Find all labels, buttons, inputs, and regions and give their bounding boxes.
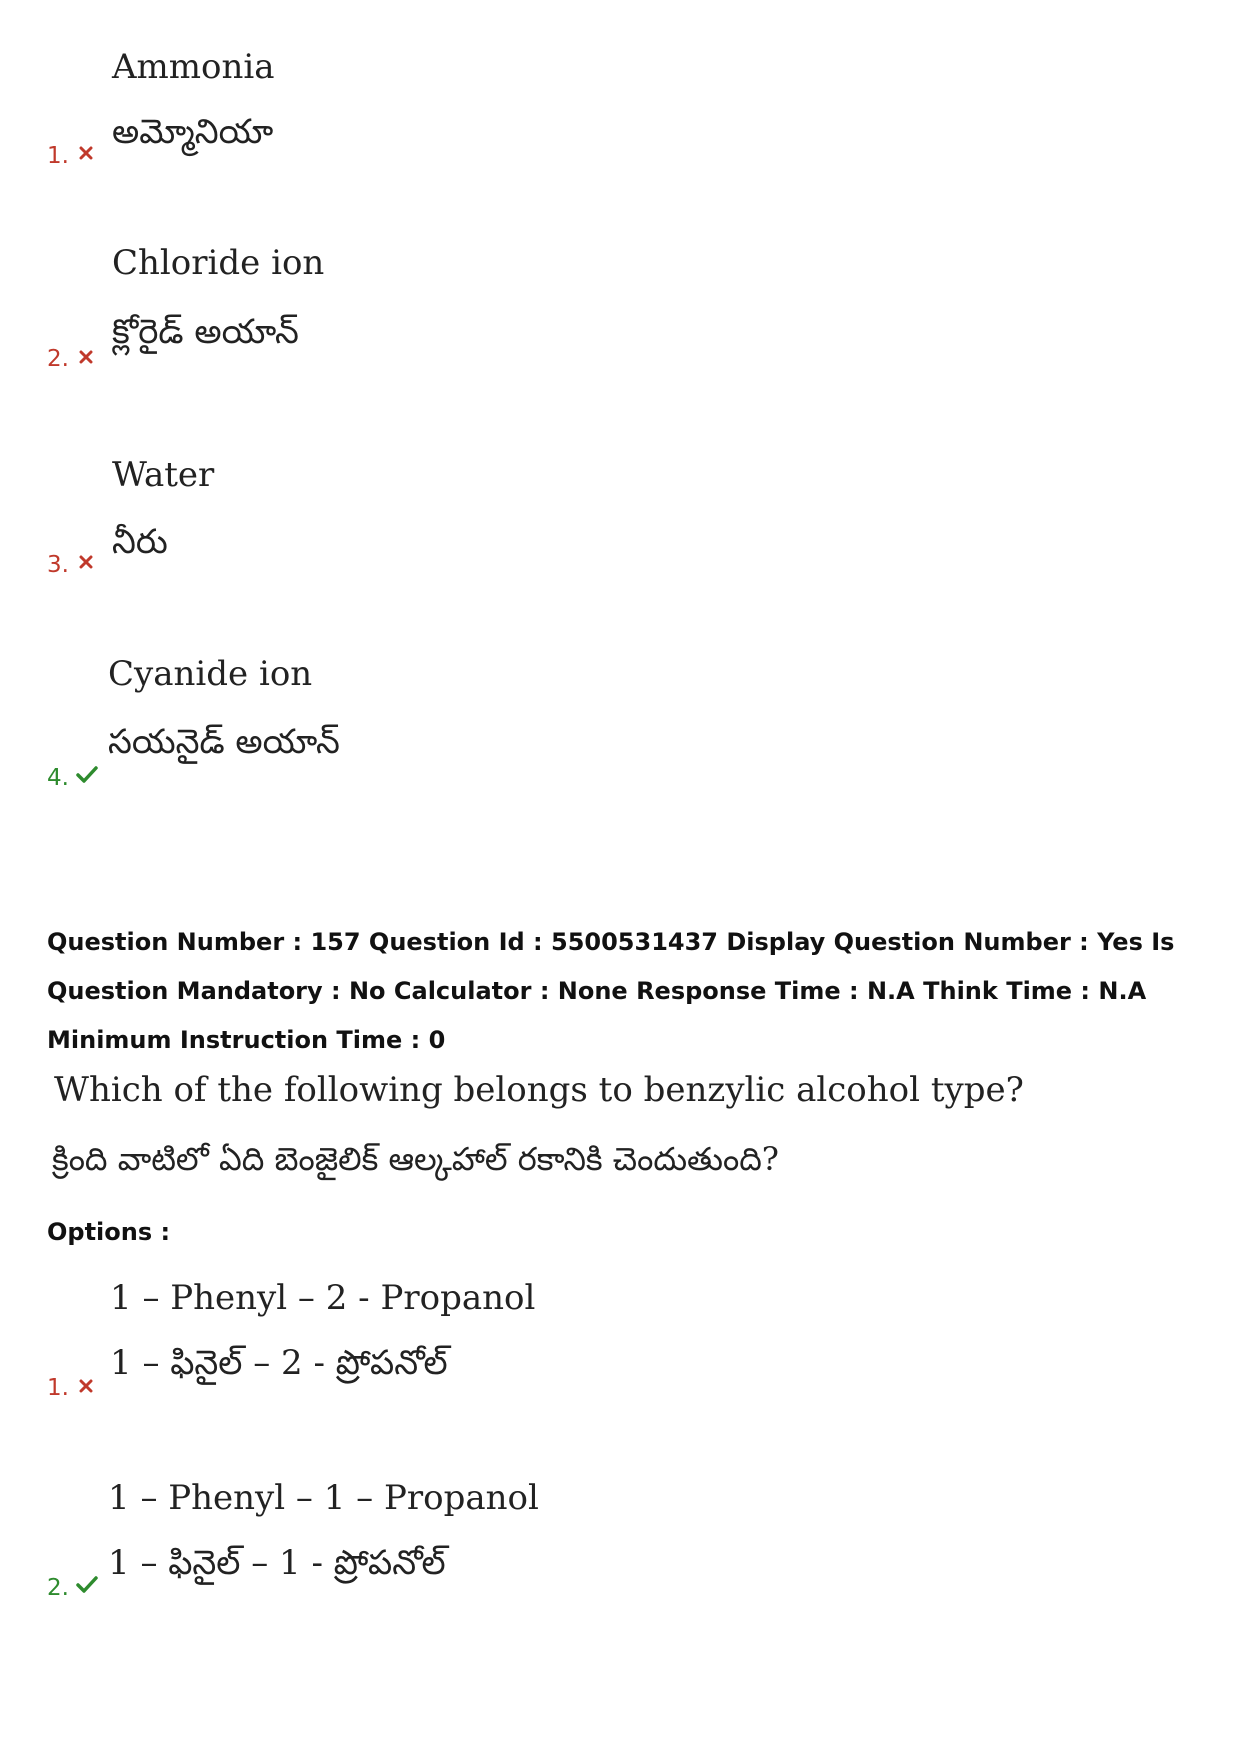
option-number: 2. [47, 1575, 69, 1601]
option-text-english: Ammonia [112, 47, 275, 87]
option-text-telugu: సయనైడ్ అయాన్ [108, 722, 340, 762]
check-icon [76, 1576, 98, 1594]
option-text-telugu: 1 – ఫినైల్ – 2 - ప్రోపనోల్ [110, 1343, 448, 1383]
option-text-telugu: నీరు [112, 522, 168, 562]
question-metadata: Question Number : 157 Question Id : 5500531437 Display Question Number : Yes Is Question Mandatory : No Calculator : None Response Time : N.A Think Time : N.A Minimum Instruction Time : 0 [47, 928, 1175, 1054]
option-number: 2. [47, 346, 69, 372]
check-icon [76, 766, 98, 784]
cross-icon [79, 350, 93, 364]
option-text-telugu: అమ్మోనియా [112, 112, 274, 152]
option-number: 3. [47, 552, 69, 578]
option-number: 1. [47, 143, 69, 169]
question-text-english: Which of the following belongs to benzylic alcohol type? [54, 1070, 1024, 1110]
options-label: Options : [47, 1218, 171, 1246]
cross-icon [79, 1379, 93, 1393]
option-text-english: 1 – Phenyl – 1 – Propanol [108, 1478, 539, 1518]
option-number: 4. [47, 765, 69, 791]
option-text-english: Chloride ion [112, 243, 325, 283]
question-text-telugu: క్రింది వాటిలో ఏది బెంజైలిక్ ఆల్కహాల్ రకానికి చెందుతుంది? [52, 1140, 779, 1178]
option-text-english: 1 – Phenyl – 2 - Propanol [110, 1278, 536, 1318]
option-text-telugu: క్లోరైడ్ అయాన్ [112, 312, 299, 352]
option-text-english: Cyanide ion [108, 654, 313, 694]
cross-icon [79, 555, 93, 569]
cross-icon [79, 146, 93, 160]
option-text-english: Water [112, 455, 215, 495]
option-text-telugu: 1 – ఫినైల్ – 1 - ప్రోపనోల్ [108, 1543, 446, 1583]
option-number: 1. [47, 1375, 69, 1401]
